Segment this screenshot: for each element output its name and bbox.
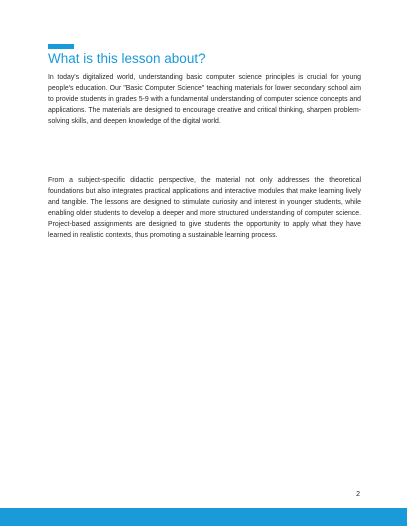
section-heading: What is this lesson about? xyxy=(48,51,206,66)
intro-paragraph: In today's digitalized world, understanding basic computer science principles is crucial for young people's education. Our "Basic Computer Science" teaching materials for lower secondary school aim to provide students in grades 5-9 with a fundamental understanding of computer science concepts and applications. The materials are designed to encourage creative and critical thinking, sharpen problem-solving skills, and deepen knowledge of the digital world. xyxy=(48,74,361,126)
page-number: 2 xyxy=(356,491,360,498)
footer-band xyxy=(0,508,407,526)
heading-accent-bar xyxy=(48,44,74,49)
didactic-paragraph: From a subject-specific didactic perspective, the material not only addresses the theoretical foundations but also integrates practical applications and interactive modules that make learning lively and tangible. The lessons are designed to stimulate curiosity and interest in younger students, while enabling older students to develop a deeper and more structured understanding of computer science. Project-based assignments are designed to give students the opportunity to apply what they have learned in realistic contexts, thus promoting a sustainable learning process. xyxy=(48,177,361,240)
